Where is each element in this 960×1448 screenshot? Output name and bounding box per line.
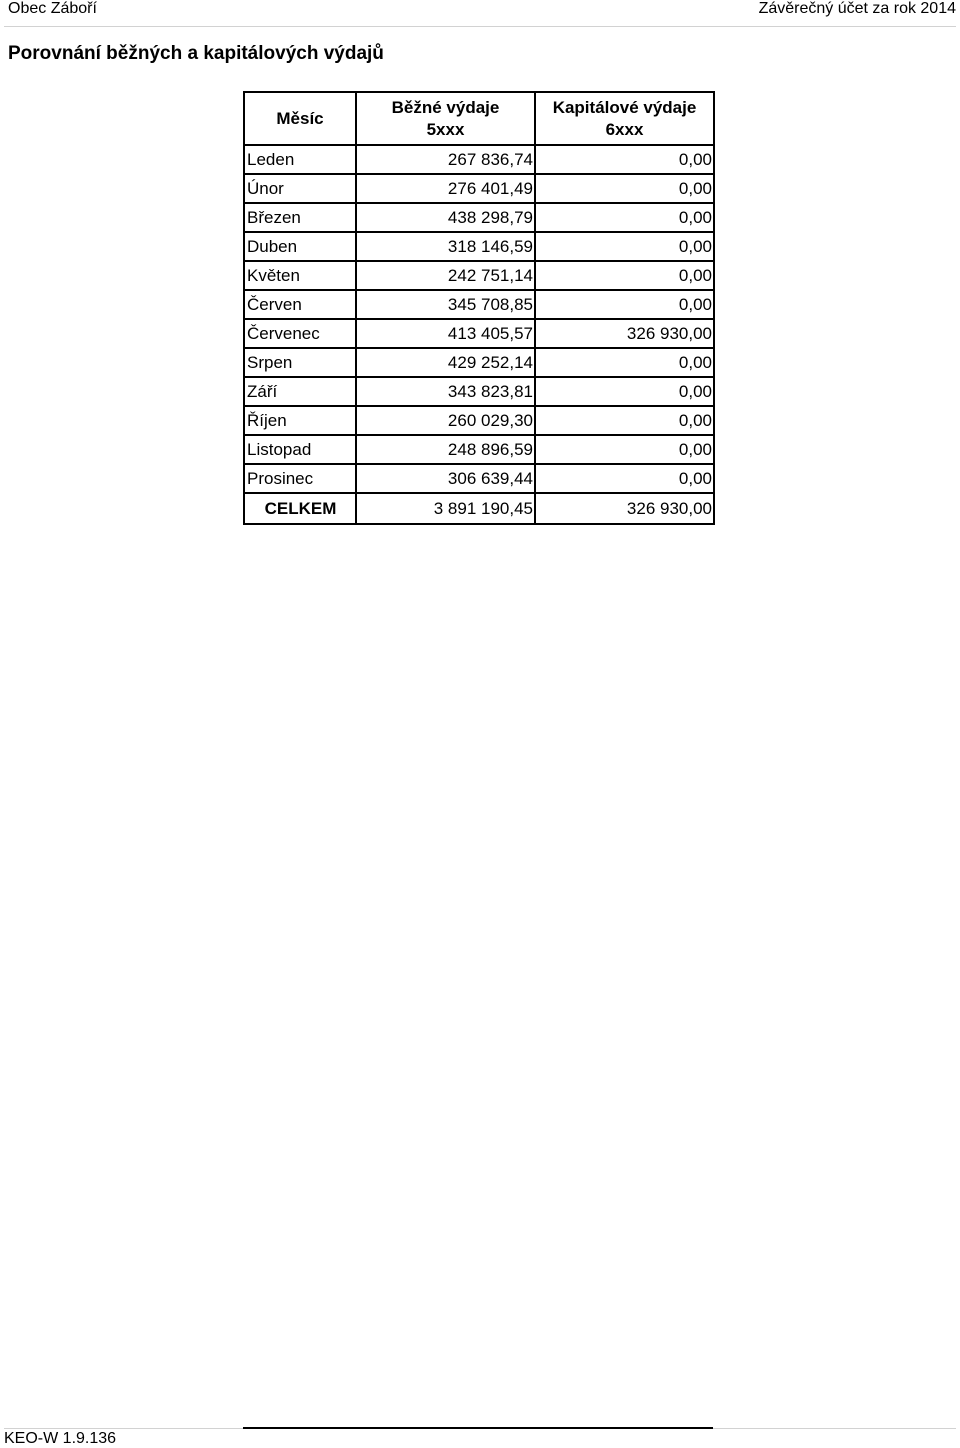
current-expenditure-cell: 345 708,85 [356,290,535,319]
table-header-row [244,92,714,145]
column-header-current-code: 5xxx [426,119,465,139]
month-cell: Červen [244,290,356,319]
capital-expenditure-cell: 0,00 [535,232,714,261]
current-expenditure-cell: 248 896,59 [356,435,535,464]
page-title: Porovnání běžných a kapitálových výdajů [8,43,384,64]
column-header-month-label: Měsíc [276,108,324,128]
table-total-row [244,493,714,524]
table-row [244,464,714,493]
month-cell: Červenec [244,319,356,348]
month-cell: Srpen [244,348,356,377]
footer-version: KEO-W 1.9.136 [4,1430,117,1447]
month-cell: Září [244,377,356,406]
total-capital: 326 930,00 [535,493,714,524]
month-cell: Březen [244,203,356,232]
header-municipality: Obec Záboří [8,0,97,17]
table-row [244,232,714,261]
current-expenditure-cell: 242 751,14 [356,261,535,290]
month-cell: Únor [244,174,356,203]
table-row [244,406,714,435]
capital-expenditure-cell: 0,00 [535,174,714,203]
month-cell: Květen [244,261,356,290]
table-row [244,145,714,174]
current-expenditure-cell: 343 823,81 [356,377,535,406]
month-cell: Prosinec [244,464,356,493]
capital-expenditure-cell: 0,00 [535,464,714,493]
table-row [244,203,714,232]
table-row [244,261,714,290]
header-divider [4,26,956,27]
current-expenditure-cell: 318 146,59 [356,232,535,261]
capital-expenditure-cell: 0,00 [535,261,714,290]
column-header-capital-label: Kapitálové výdaje [552,97,697,117]
current-expenditure-cell: 276 401,49 [356,174,535,203]
month-cell: Listopad [244,435,356,464]
table-row [244,348,714,377]
capital-expenditure-cell: 0,00 [535,406,714,435]
table-row [244,377,714,406]
current-expenditure-cell: 306 639,44 [356,464,535,493]
table-body [244,145,714,524]
expenditure-comparison-table [243,91,715,525]
capital-expenditure-cell: 0,00 [535,290,714,319]
current-expenditure-cell: 260 029,30 [356,406,535,435]
month-cell: Duben [244,232,356,261]
total-current: 3 891 190,45 [356,493,535,524]
column-header-current-label: Běžné výdaje [391,97,500,117]
capital-expenditure-cell: 0,00 [535,145,714,174]
column-header-current [356,92,535,145]
column-header-capital-code: 6xxx [605,119,644,139]
table-row [244,435,714,464]
table-row [244,174,714,203]
capital-expenditure-cell: 0,00 [535,348,714,377]
capital-expenditure-cell: 0,00 [535,203,714,232]
capital-expenditure-cell: 0,00 [535,377,714,406]
column-header-month [244,92,356,145]
footer-table-rule [243,1427,713,1429]
header-report-title: Závěrečný účet za rok 2014 [758,0,956,17]
table-row [244,290,714,319]
current-expenditure-cell: 267 836,74 [356,145,535,174]
capital-expenditure-cell: 326 930,00 [535,319,714,348]
total-label: CELKEM [244,493,356,524]
current-expenditure-cell: 429 252,14 [356,348,535,377]
month-cell: Říjen [244,406,356,435]
current-expenditure-cell: 413 405,57 [356,319,535,348]
month-cell: Leden [244,145,356,174]
table-row [244,319,714,348]
current-expenditure-cell: 438 298,79 [356,203,535,232]
capital-expenditure-cell: 0,00 [535,435,714,464]
column-header-capital [535,92,714,145]
